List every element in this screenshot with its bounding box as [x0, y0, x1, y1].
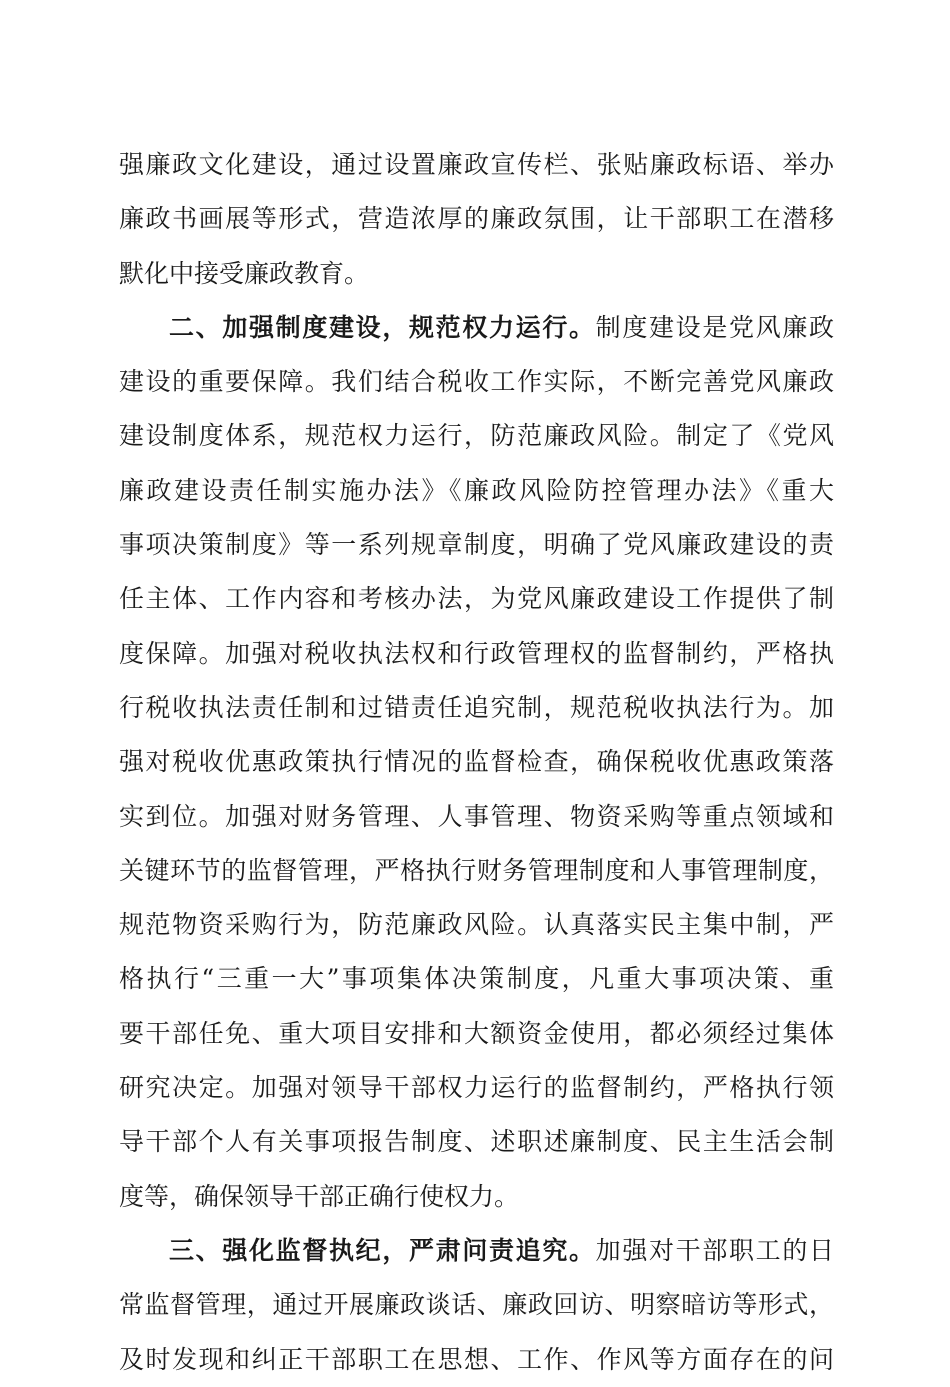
- text-line: 及时发现和纠正干部职工在思想、工作、作风等方面存在的问: [119, 1344, 834, 1374]
- text-line: 廉政书画展等形式，营造浓厚的廉政氛围，让干部职工在潜移: [119, 204, 834, 234]
- text-line: 导干部个人有关事项报告制度、述职述廉制度、民主生活会制: [119, 1127, 834, 1157]
- text-line: 要干部任免、重大项目安排和大额资金使用，都必须经过集体: [119, 1018, 834, 1048]
- text-line: 规范物资采购行为，防范廉政风险。认真落实民主集中制，严: [119, 910, 834, 940]
- section-heading-line: [119, 1224, 834, 1278]
- text-line: 格执行“三重一大”事项集体决策制度，凡重大事项决策、重: [119, 964, 834, 994]
- text-line: 建设的重要保障。我们结合税收工作实际，不断完善党风廉政: [119, 367, 834, 397]
- text-run: 制度建设是党风廉政: [595, 312, 834, 342]
- section-heading: 二、加强制度建设，规范权力运行。: [169, 312, 596, 342]
- text-line: 默化中接受廉政教育。: [119, 258, 370, 288]
- text-line: 关键环节的监督管理，严格执行财务管理制度和人事管理制度，: [119, 855, 834, 885]
- text-line: 行税收执法责任制和过错责任追究制，规范税收执法行为。加: [119, 692, 834, 722]
- text-line: 常监督管理，通过开展廉政谈话、廉政回访、明察暗访等形式，: [119, 1290, 834, 1320]
- text-line: 强廉政文化建设，通过设置廉政宣传栏、张贴廉政标语、举办: [119, 150, 834, 179]
- document-body: [119, 138, 834, 1387]
- text-line: 建设制度体系，规范权力运行，防范廉政风险。制定了《党风: [119, 421, 834, 451]
- text-run: 加强对干部职工的日: [595, 1235, 834, 1265]
- section-heading-line: [119, 301, 834, 355]
- text-line: 任主体、工作内容和考核办法，为党风廉政建设工作提供了制: [119, 584, 834, 614]
- text-line: 研究决定。加强对领导干部权力运行的监督制约，严格执行领: [119, 1073, 834, 1103]
- section-heading: 三、强化监督执纪，严肃问责追究。: [169, 1235, 596, 1265]
- text-line: 事项决策制度》等一系列规章制度，明确了党风廉政建设的责: [119, 530, 834, 560]
- text-line: 实到位。加强对财务管理、人事管理、物资采购等重点领域和: [119, 801, 834, 831]
- text-line: 度等，确保领导干部正确行使权力。: [119, 1181, 520, 1211]
- text-line: 度保障。加强对税收执法权和行政管理权的监督制约，严格执: [119, 638, 834, 668]
- text-line: 廉政建设责任制实施办法》《廉政风险防控管理办法》《重大: [119, 475, 834, 505]
- text-line: 强对税收优惠政策执行情况的监督检查，确保税收优惠政策落: [119, 747, 834, 777]
